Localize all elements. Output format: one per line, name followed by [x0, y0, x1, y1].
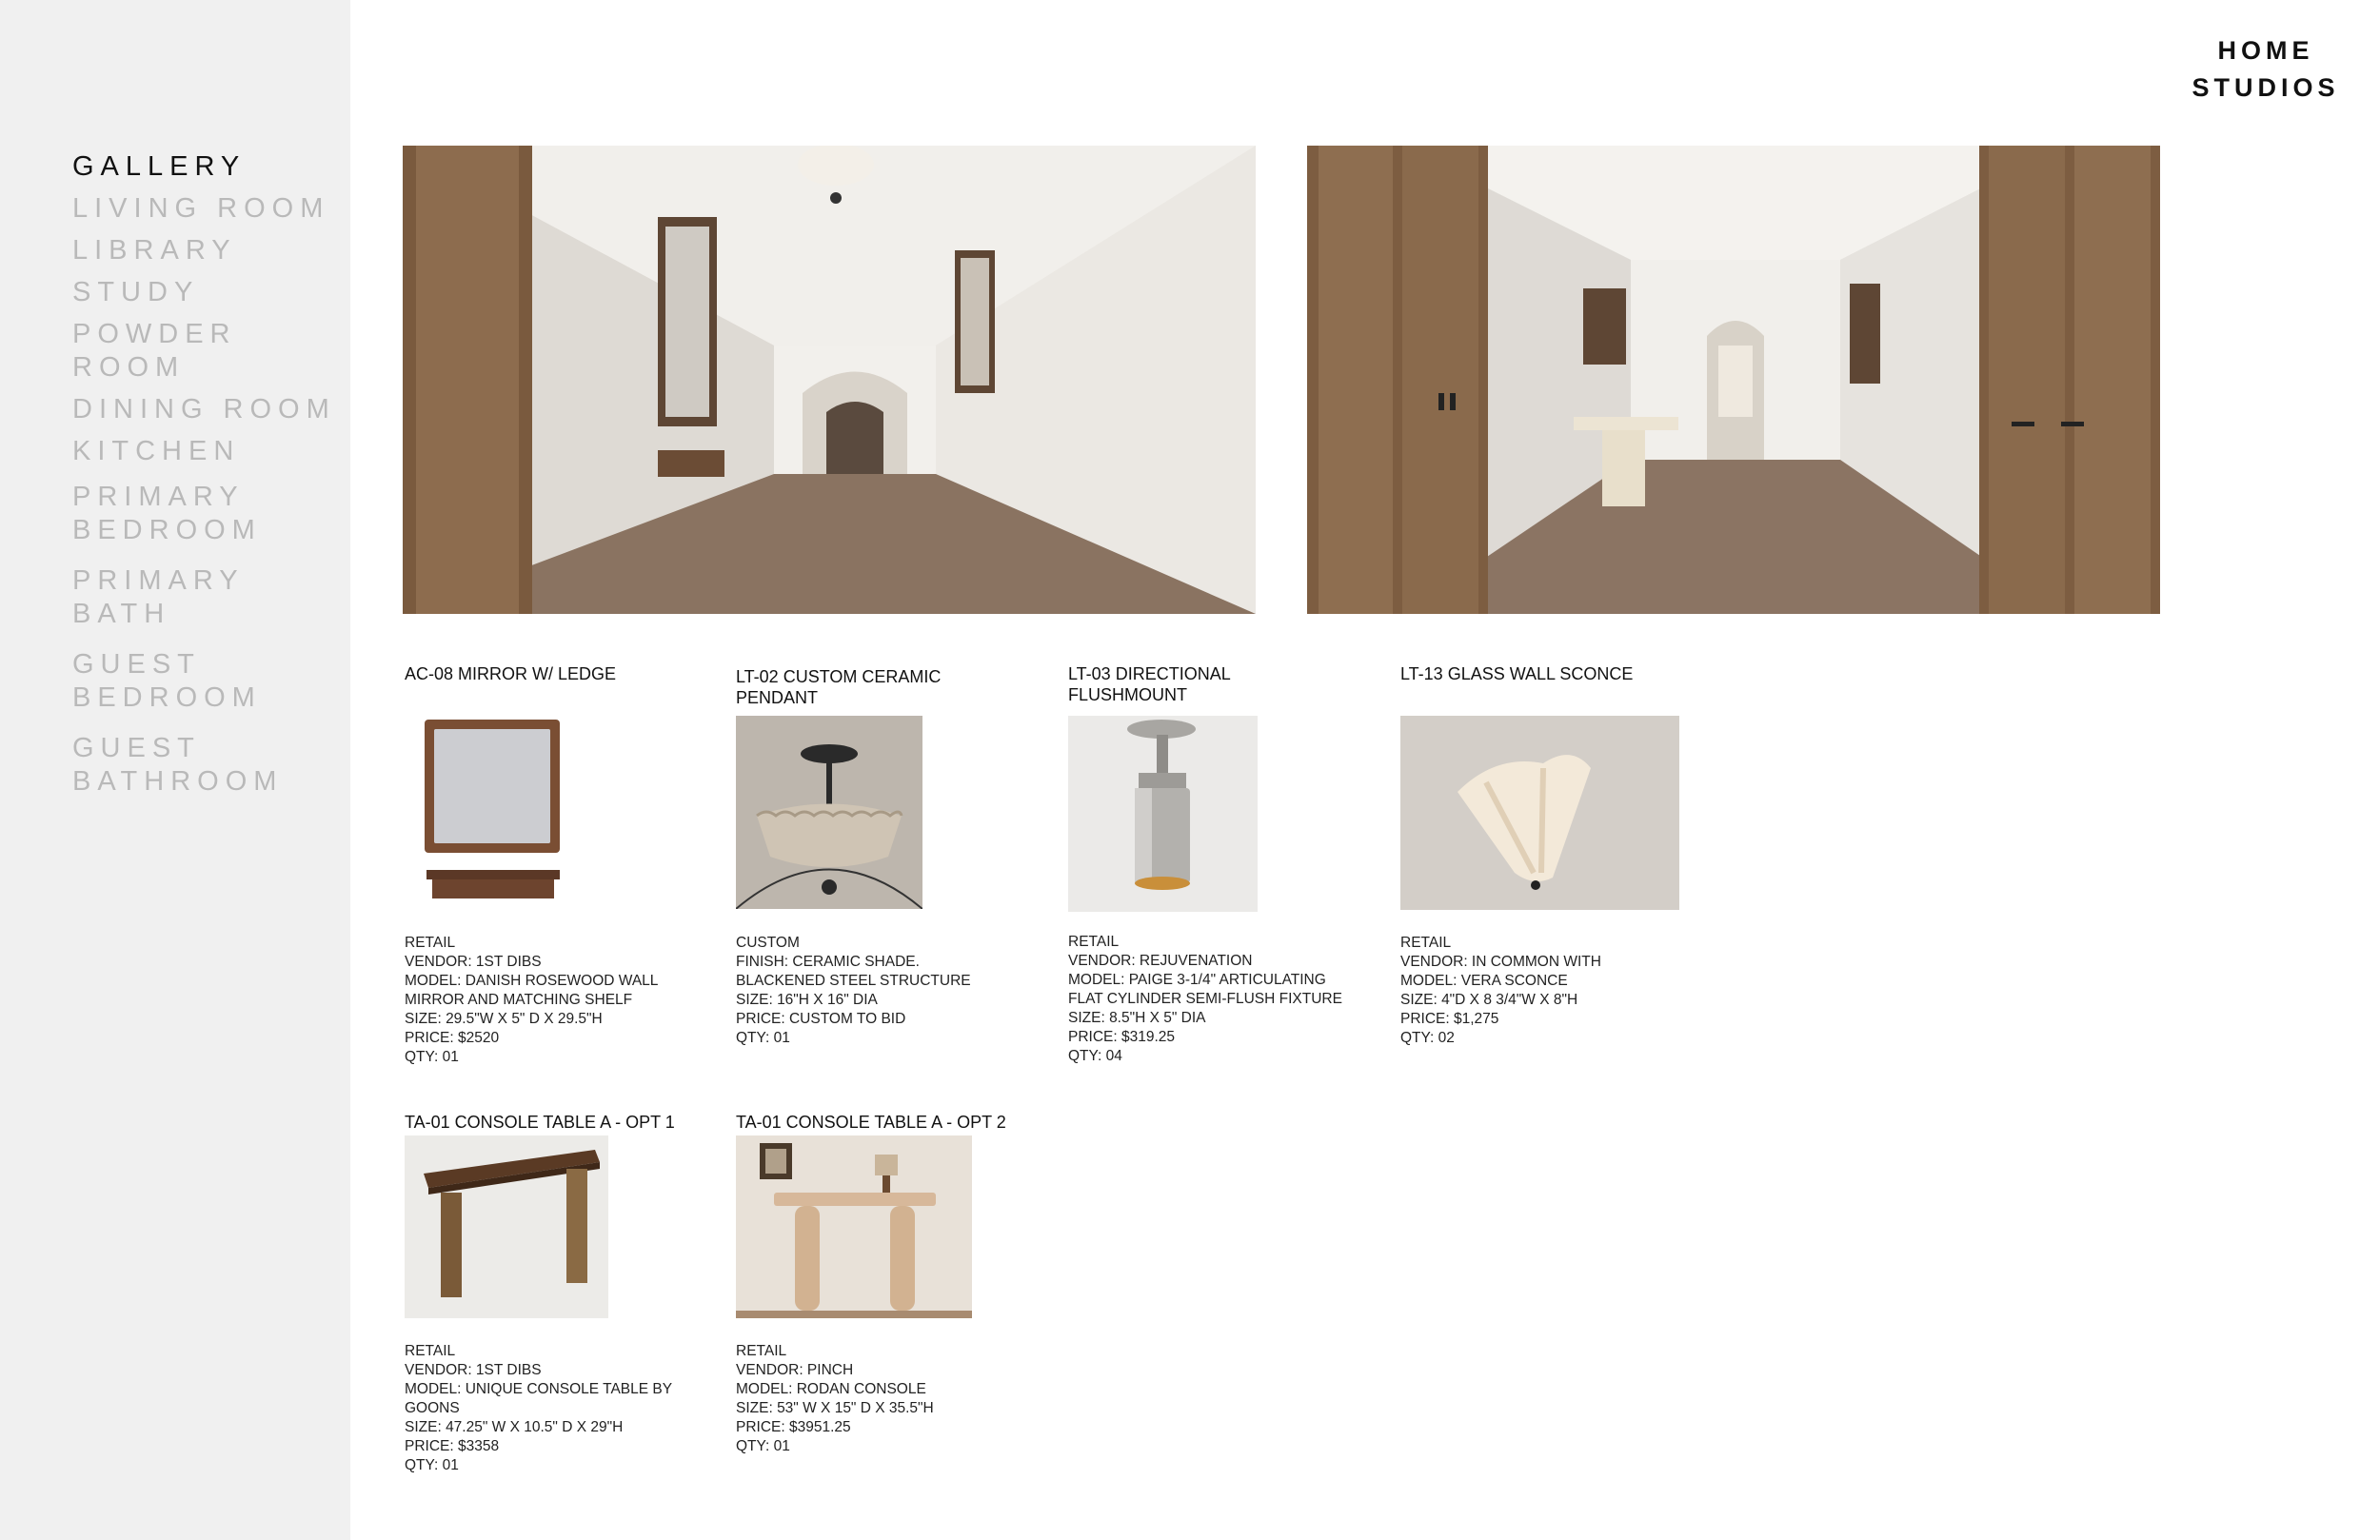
spec-line: PRICE: $3951.25 [736, 1419, 851, 1435]
spec-line: MODEL: UNIQUE CONSOLE TABLE BY [405, 1381, 673, 1397]
spec-line: MODEL: RODAN CONSOLE [736, 1381, 926, 1397]
nav-item-powder-room[interactable]: POWDER ROOM [72, 319, 237, 383]
room-nav [72, 150, 350, 799]
spec-line: RETAIL [405, 935, 456, 951]
item-title-console-opt-1: TA-01 CONSOLE TABLE A - OPT 1 [405, 1113, 675, 1132]
spec-line: VENDOR: IN COMMON WITH [1400, 954, 1601, 970]
spec-line: MODEL: DANISH ROSEWOOD WALL [405, 973, 659, 989]
nav-item-guest-bathroom[interactable]: GUEST BATHROOM [72, 733, 284, 797]
brand-line-2: STUDIOS [2192, 73, 2340, 102]
item-title-pendant: LT-02 CUSTOM CERAMIC PENDANT [736, 667, 942, 707]
spec-line: RETAIL [1400, 935, 1452, 951]
spec-line: VENDOR: 1ST DIBS [405, 1362, 542, 1378]
spec-line: SIZE: 53" W X 15" D X 35.5"H [736, 1400, 934, 1416]
spec-line: BLACKENED STEEL STRUCTURE [736, 973, 971, 989]
nav-item-gallery[interactable]: GALLERY [72, 151, 247, 182]
spec-line: PRICE: CUSTOM TO BID [736, 1011, 906, 1027]
item-title-mirror: AC-08 MIRROR W/ LEDGE [405, 664, 617, 683]
spec-line: FLAT CYLINDER SEMI-FLUSH FIXTURE [1068, 991, 1342, 1007]
spec-line: SIZE: 8.5"H X 5" DIA [1068, 1010, 1206, 1026]
spec-line: VENDOR: REJUVENATION [1068, 953, 1253, 969]
nav-item-living-room[interactable]: LIVING ROOM [72, 193, 330, 224]
spec-line: VENDOR: PINCH [736, 1362, 854, 1378]
flushmount-product-image [1068, 716, 1258, 912]
nav-item-guest-bedroom[interactable]: GUEST BEDROOM [72, 649, 262, 713]
brand-logo [2180, 32, 2351, 107]
spec-line: CUSTOM [736, 935, 800, 951]
spec-line: SIZE: 29.5"W X 5" D X 29.5"H [405, 1011, 603, 1027]
spec-line: RETAIL [736, 1343, 787, 1359]
spec-pendant [736, 934, 1050, 1048]
spec-line: QTY: 02 [1400, 1030, 1455, 1046]
spec-line: MODEL: PAIGE 3-1/4" ARTICULATING [1068, 972, 1326, 988]
spec-line: GOONS [405, 1400, 460, 1416]
spec-line: QTY: 01 [736, 1438, 790, 1454]
nav-item-dining-room[interactable]: DINING ROOM [72, 394, 336, 424]
pendant-product-image [736, 716, 922, 909]
console-opt-1-product-image [405, 1135, 608, 1318]
spec-line: QTY: 04 [1068, 1048, 1122, 1064]
item-title-sconce: LT-13 GLASS WALL SCONCE [1400, 664, 1634, 683]
spec-line: RETAIL [1068, 934, 1120, 950]
spec-line: SIZE: 16"H X 16" DIA [736, 992, 878, 1008]
spec-line: QTY: 01 [405, 1049, 459, 1065]
spec-line: SIZE: 47.25" W X 10.5" D X 29"H [405, 1419, 624, 1435]
spec-line: FINISH: CERAMIC SHADE. [736, 954, 920, 970]
spec-line: PRICE: $319.25 [1068, 1029, 1176, 1045]
sconce-product-image [1400, 716, 1679, 910]
spec-flushmount [1068, 933, 1382, 1066]
sidebar [0, 0, 350, 1540]
spec-line: QTY: 01 [405, 1457, 459, 1473]
spec-sconce [1400, 934, 1715, 1048]
brand-line-1: HOME [2217, 36, 2314, 65]
spec-line: SIZE: 4"D X 8 3/4"W X 8"H [1400, 992, 1578, 1008]
nav-item-primary-bath[interactable]: PRIMARY BATH [72, 565, 245, 629]
console-opt-2-product-image [736, 1135, 972, 1318]
nav-item-library[interactable]: LIBRARY [72, 235, 237, 266]
spec-console-opt-1 [405, 1342, 719, 1475]
item-title-console-opt-2: TA-01 CONSOLE TABLE A - OPT 2 [736, 1113, 1006, 1132]
spec-line: MIRROR AND MATCHING SHELF [405, 992, 633, 1008]
spec-line: PRICE: $1,275 [1400, 1011, 1499, 1027]
nav-item-primary-bedroom[interactable]: PRIMARY BEDROOM [72, 482, 262, 545]
item-title-flushmount: LT-03 DIRECTIONAL FLUSHMOUNT [1068, 664, 1231, 704]
spec-line: PRICE: $3358 [405, 1438, 500, 1454]
nav-item-study[interactable]: STUDY [72, 277, 200, 307]
mirror-product-image [419, 716, 565, 904]
spec-line: VENDOR: 1ST DIBS [405, 954, 542, 970]
spec-mirror [405, 934, 719, 1067]
spec-line: QTY: 01 [736, 1030, 790, 1046]
spec-console-opt-2 [736, 1342, 1050, 1456]
spec-line: PRICE: $2520 [405, 1030, 500, 1046]
nav-item-kitchen[interactable]: KITCHEN [72, 436, 241, 466]
spec-line: MODEL: VERA SCONCE [1400, 973, 1568, 989]
hallway-rendering-1 [403, 146, 1256, 614]
hallway-rendering-2 [1307, 146, 2160, 614]
spec-line: RETAIL [405, 1343, 456, 1359]
